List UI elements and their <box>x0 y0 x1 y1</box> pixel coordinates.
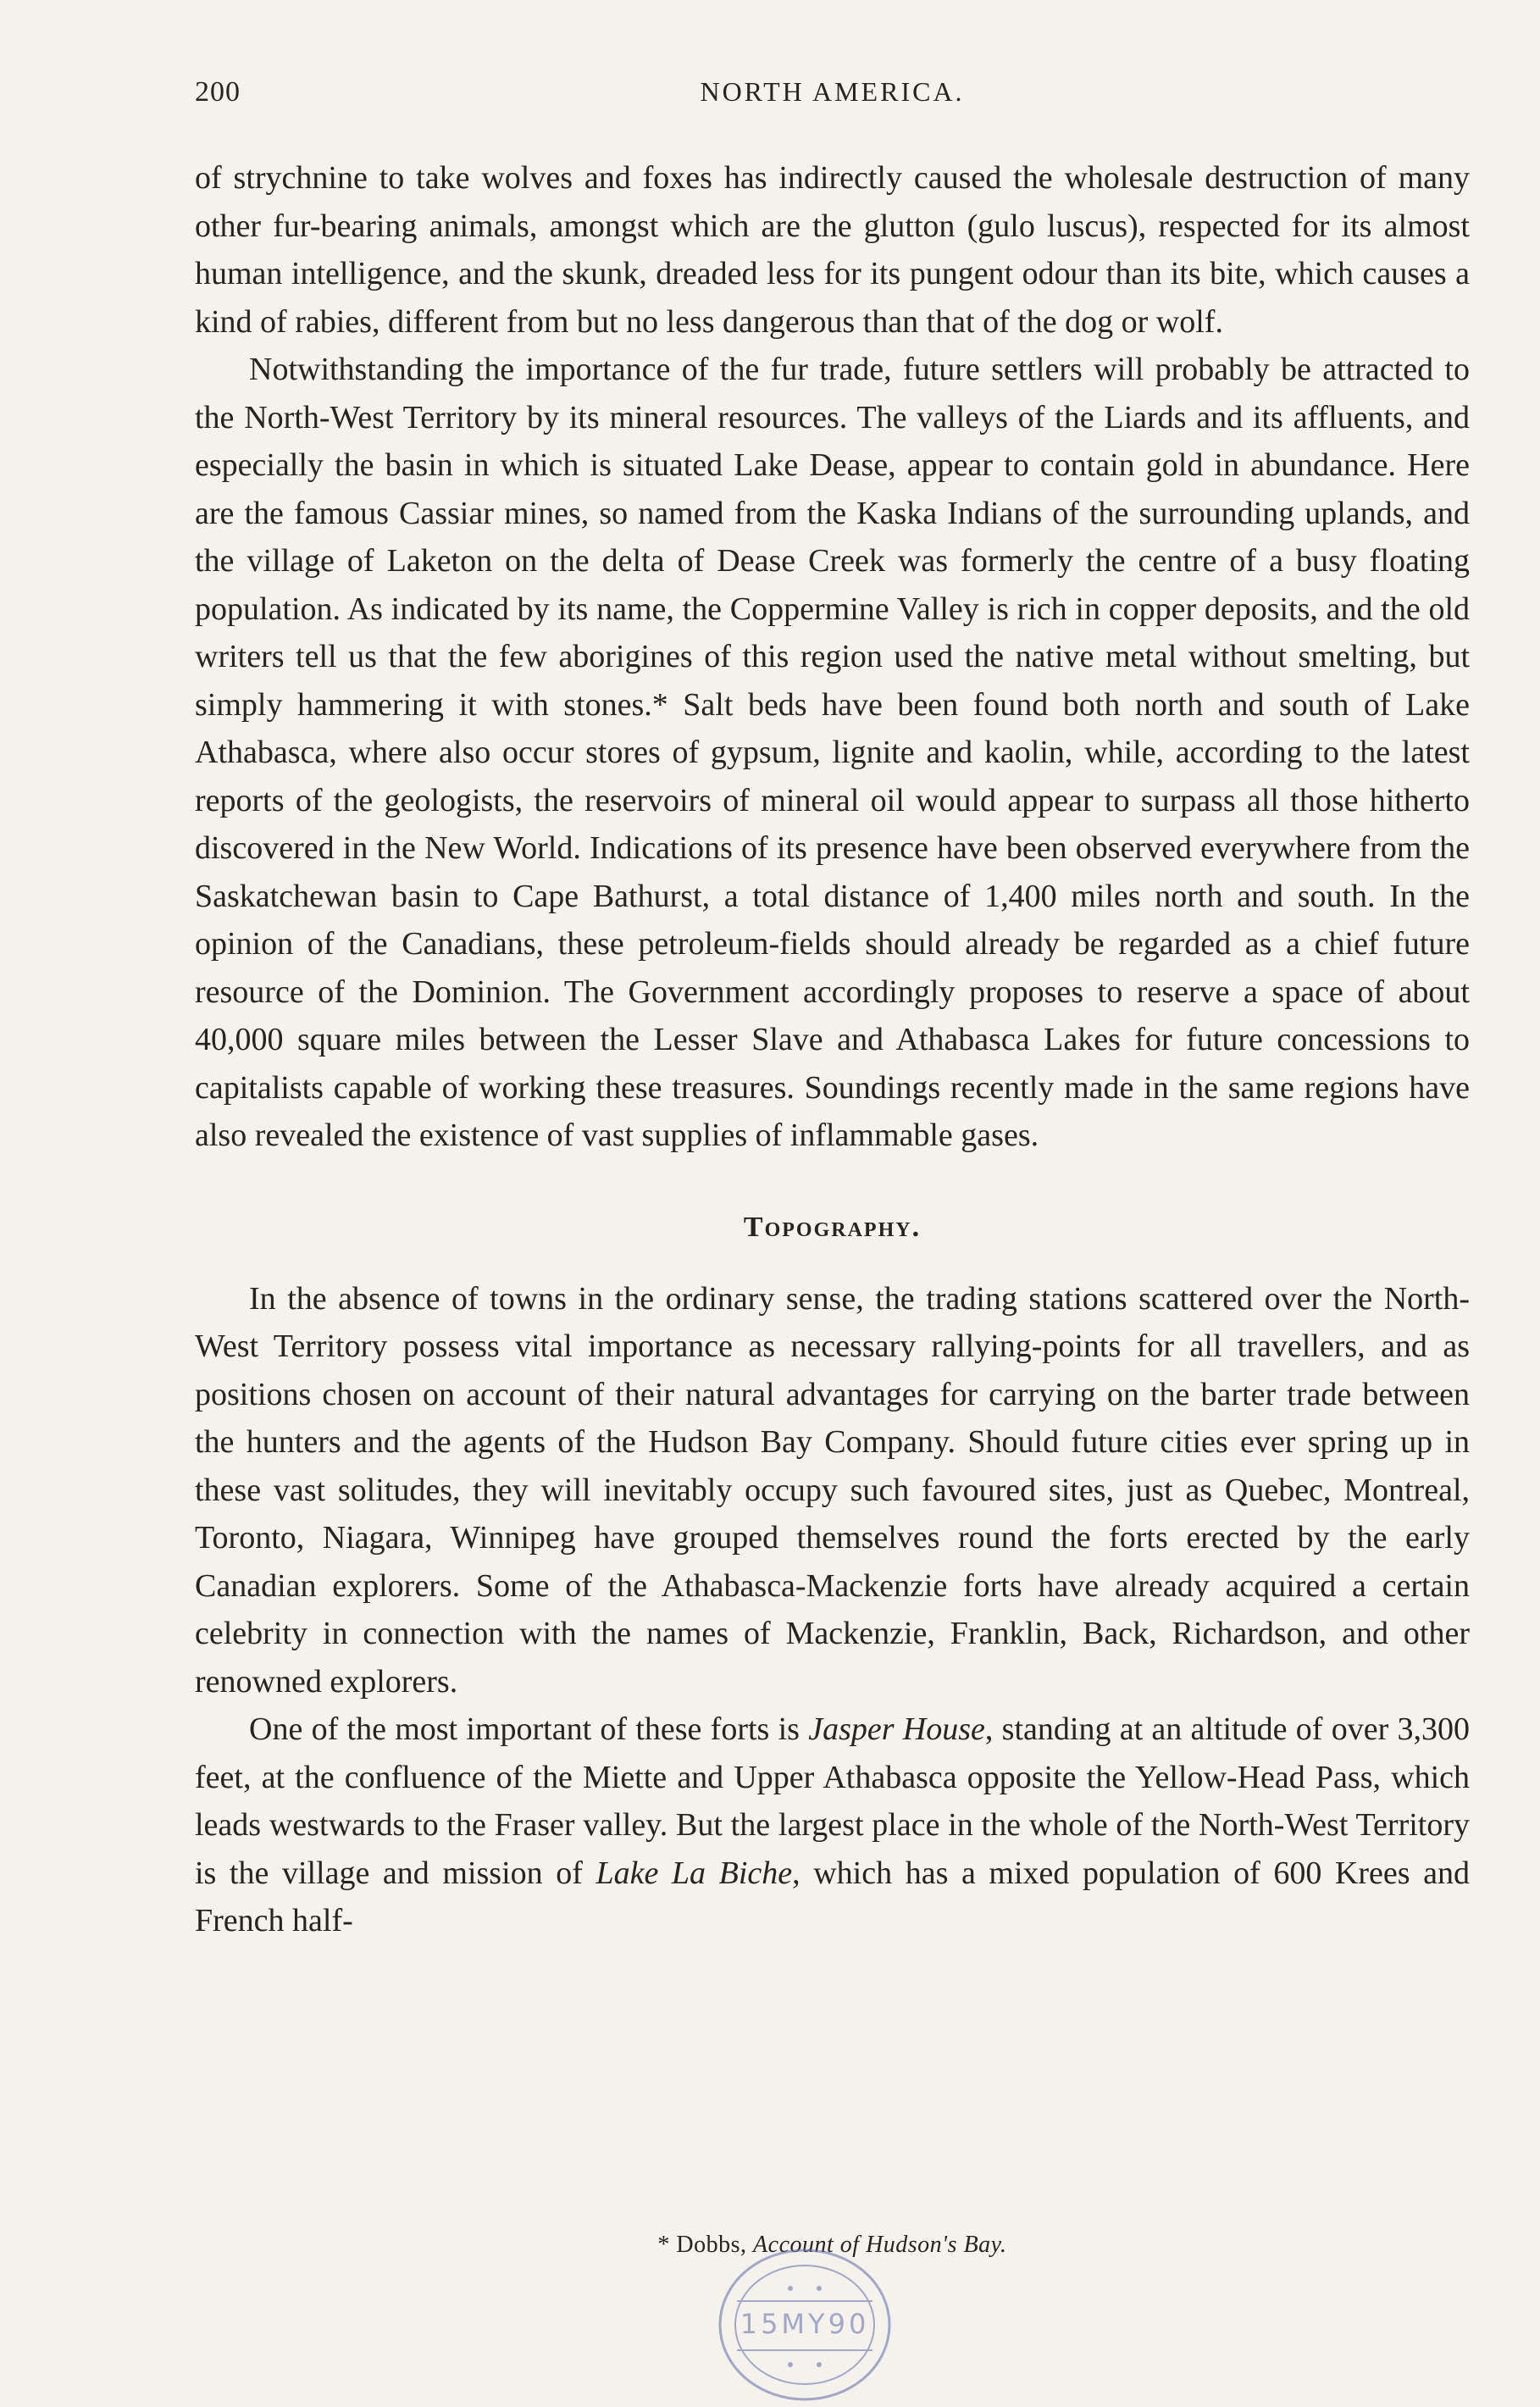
footnote-author: * Dobbs, <box>657 2232 747 2258</box>
place-name-lake-la-biche: Lake La Biche <box>596 1855 793 1891</box>
footnote-title: Account of Hudson's Bay. <box>753 2232 1007 2258</box>
page-number: 200 <box>195 76 241 108</box>
section-heading-topography: Topography. <box>743 1211 922 1243</box>
running-head: NORTH AMERICA. <box>700 76 965 107</box>
paragraph-forts-text-2: , standing at an altitude of over 3,300 feet, at the confluence of the Miette and Upper Athabasca opposite the Yellow-Head Pass, which leads westwards to the Fraser valley. But the largest place in the whole of the North-West Territory is the village and mission of <box>195 1711 1471 1891</box>
paragraph-continuation: of strychnine to take wolves and foxes has indirectly caused the wholesale destruction of many other fur-bearing animals, amongst which are the glutton (gulo luscus), respected for its almost human intelligence, and the skunk, dreaded less for its pungent odour than its bite, which causes a kind of rabies, different from but no less dangerous than that of the dog or wolf. <box>195 160 1470 340</box>
paragraph-forts <box>195 1705 1470 1945</box>
paragraph-forts-text-3: , which has a mixed population of 600 Krees and French half- <box>195 1855 1470 1938</box>
place-name-jasper-house: Jasper House <box>808 1711 985 1747</box>
stamp-date: 15MY90 <box>740 2308 870 2340</box>
library-stamp <box>707 2242 902 2403</box>
paragraph-mineral-resources: Notwithstanding the importance of the fur trade, future settlers will probably be attracted to the North-West Territory by its mineral resources. The valleys of the Liards and its affluents, and especially the basin in which is situated Lake Dease, appear to contain gold in abundance. Here are the famous Cassiar mines, so named from the Kaska Indians of the surrounding uplands, and the village of Laketon on the delta of Dease Creek was formerly the centre of a busy floating population. As indicated by its name, the Coppermine Valley is rich in copper deposits, and the old writers tell us that the few aborigines of this region used the native metal without smelting, but simply hammering it with stones.* Salt beds have been found both north and south of Lake Athabasca, where also occur stores of gypsum, lignite and kaolin, while, according to the latest reports of the geologists, the reservoirs of mineral oil would appear to surpass all those hitherto discovered in the New World. Indications of its presence have been observed everywhere from the Saskatchewan basin to Cape Bathurst, a total distance of 1,400 miles north and south. In the opinion of the Canadians, these petroleum-fields should already be regarded as a chief future resource of the Dominion. The Government accordingly proposes to reserve a space of about 40,000 square miles between the Lesser Slave and Athabasca Lakes for future concessions to capitalists capable of working these treasures. Soundings recently made in the same regions have also revealed the existence of vast supplies of inflammable gases. <box>195 352 1470 1153</box>
main-text <box>195 154 1470 1945</box>
page-header <box>195 76 1470 119</box>
paragraph-forts-text-1: One of the most important of these forts is <box>249 1711 809 1747</box>
paragraph-trading-stations: In the absence of towns in the ordinary sense, the trading stations scattered over the North-West Territory possess vital importance as necessary rallying-points for all travellers, and as positions chosen on account of their natural advantages for carrying on the barter trade between the hunters and the agents of the Hudson Bay Company. Should future cities ever spring up in these vast solitudes, they will inevitably occupy such favoured sites, just as Quebec, Montreal, Toronto, Niagara, Winnipeg have grouped themselves round the forts erected by the early Canadian explorers. Some of the Athabasca-Mackenzie forts have already acquired a certain celebrity in connection with the names of Mackenzie, Franklin, Back, Richardson, and other renowned explorers. <box>195 1280 1470 1700</box>
